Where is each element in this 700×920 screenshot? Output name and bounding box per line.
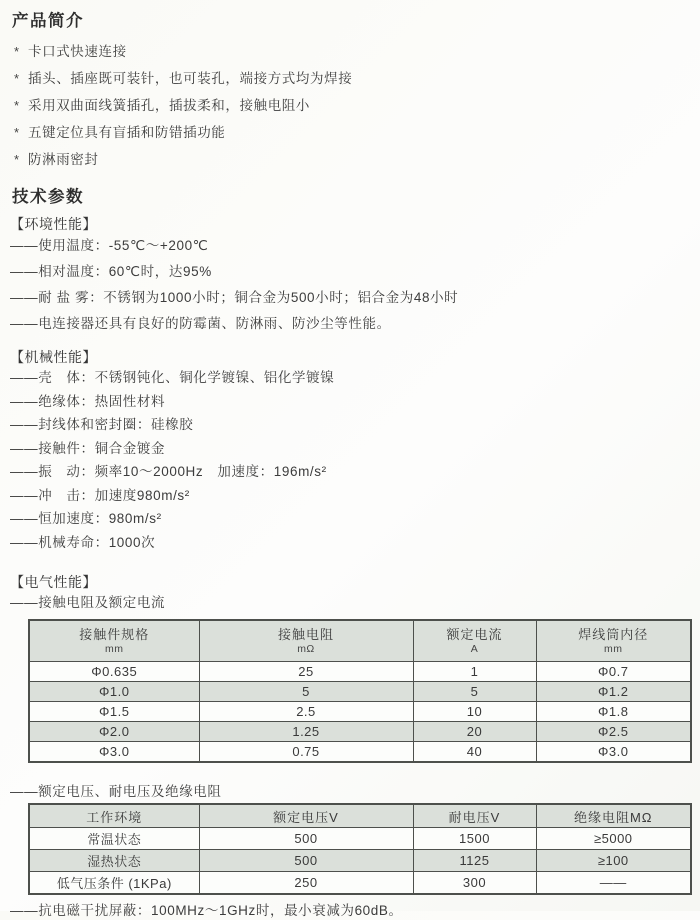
cell: Φ3.0 (29, 742, 199, 763)
emi-shielding-line: ——抗电磁干扰屏蔽：100MHz～1GHz时，最小衰减为60dB。 (10, 903, 403, 918)
table-row (29, 828, 691, 850)
spec-line: ——使用温度：-55℃～+200℃ (10, 238, 209, 253)
cell: 2.5 (199, 702, 413, 722)
feature-text: 卡口式快速连接 (28, 44, 127, 59)
cell: 500 (199, 828, 413, 850)
table-row (29, 702, 691, 722)
cell: Φ0.635 (29, 662, 199, 682)
cell: 1125 (413, 850, 536, 872)
feature-item (10, 119, 688, 146)
table-row (29, 850, 691, 872)
elec-section-heading: 【电气性能】 (10, 574, 97, 590)
header-unit: A (470, 643, 479, 655)
spec-line: ——相对温度：60℃时，达95% (10, 264, 212, 279)
header-label: 焊线筒内径 (578, 627, 649, 642)
header-label: 接触件规格 (79, 627, 150, 642)
cell: —— (536, 872, 691, 895)
cell: 湿热状态 (29, 850, 199, 872)
cell: Φ1.8 (536, 702, 691, 722)
spec-line: ——壳 体：不锈钢钝化、铜化学镀镍、铝化学镀镍 (10, 370, 335, 385)
cell: Φ1.0 (29, 682, 199, 702)
spec-line: ——绝缘体：热固性材料 (10, 393, 166, 409)
cell: Φ2.0 (29, 722, 199, 742)
header-label: 接触电阻 (277, 627, 334, 642)
asterisk-marker: * (14, 125, 20, 140)
feature-list (10, 38, 688, 173)
spec-line: ——机械寿命：1000次 (10, 534, 156, 550)
cell: 25 (199, 662, 413, 682)
cell: Φ1.2 (536, 682, 691, 702)
asterisk-marker: * (14, 71, 20, 86)
header-cell: 绝缘电阻MΩ (536, 804, 691, 828)
tech-params-title: 技术参数 (12, 188, 84, 206)
header-unit: mΩ (297, 643, 315, 655)
cell: 常温状态 (29, 828, 199, 850)
cell: 300 (413, 872, 536, 895)
cell: 5 (199, 682, 413, 702)
cell: 低气压条件 (1KPa) (29, 872, 199, 895)
table-row (29, 742, 691, 763)
cell: 20 (413, 722, 536, 742)
feature-text: 插头、插座既可装针，也可装孔，端接方式均为焊接 (28, 71, 353, 86)
table-row (29, 682, 691, 702)
spec-line: ——冲 击：加速度980m/s² (10, 487, 190, 503)
cell: 1 (413, 662, 536, 682)
spec-line: ——封线体和密封圈：硅橡胶 (10, 417, 194, 432)
feature-text: 防淋雨密封 (28, 152, 99, 167)
spec-line: ——接触件：铜合金镀金 (10, 440, 166, 456)
header-unit: mm (604, 643, 623, 655)
cell: 5 (413, 682, 536, 702)
header-cell (29, 620, 199, 662)
table-row (29, 722, 691, 742)
header-cell (413, 620, 536, 662)
product-intro-title: 产品简介 (12, 12, 84, 30)
feature-text: 五键定位具有盲插和防错插功能 (28, 125, 226, 140)
env-spec-list (10, 233, 688, 337)
cell: ≥100 (536, 850, 691, 872)
feature-item (10, 146, 688, 173)
spec-line: ——电连接器还具有良好的防霉菌、防淋雨、防沙尘等性能。 (10, 316, 391, 331)
table-header-row (29, 620, 691, 662)
voltage-insulation-table (28, 803, 692, 895)
cell: 10 (413, 702, 536, 722)
cell: Φ2.5 (536, 722, 691, 742)
spec-line: ——耐 盐 雾：不锈钢为1000小时；铜合金为500小时；铝合金为48小时 (10, 290, 459, 305)
cell: Φ1.5 (29, 702, 199, 722)
cell: Φ3.0 (536, 742, 691, 763)
header-cell (199, 620, 413, 662)
feature-text: 采用双曲面线簧插孔，插拔柔和，接触电阻小 (28, 98, 310, 113)
cell: 1500 (413, 828, 536, 850)
cell: 250 (199, 872, 413, 895)
asterisk-marker: * (14, 98, 20, 113)
spec-line: ——振 动：频率10～2000Hz 加速度：196m/s² (10, 464, 327, 479)
table-header-row (29, 804, 691, 828)
feature-item (10, 38, 688, 65)
header-cell (536, 620, 691, 662)
spec-line: ——恒加速度：980m/s² (10, 511, 162, 526)
header-cell: 耐电压V (413, 804, 536, 828)
cell: Φ0.7 (536, 662, 691, 682)
mech-spec-list (10, 366, 688, 554)
asterisk-marker: * (14, 152, 20, 167)
cell: 0.75 (199, 742, 413, 763)
asterisk-marker: * (14, 44, 20, 59)
contact-table-caption: ——接触电阻及额定电流 (10, 595, 166, 610)
feature-item (10, 92, 688, 119)
mech-section-heading: 【机械性能】 (10, 349, 97, 365)
voltage-table-caption: ——额定电压、耐电压及绝缘电阻 (10, 784, 222, 799)
header-unit: mm (105, 643, 124, 655)
cell: ≥5000 (536, 828, 691, 850)
cell: 500 (199, 850, 413, 872)
cell: 40 (413, 742, 536, 763)
table-row (29, 872, 691, 895)
contact-resistance-table (28, 619, 692, 763)
header-label: 额定电流 (446, 627, 503, 642)
feature-item (10, 65, 688, 92)
header-cell: 额定电压V (199, 804, 413, 828)
env-section-heading: 【环境性能】 (10, 216, 97, 232)
header-cell: 工作环境 (29, 804, 199, 828)
table-row (29, 662, 691, 682)
cell: 1.25 (199, 722, 413, 742)
